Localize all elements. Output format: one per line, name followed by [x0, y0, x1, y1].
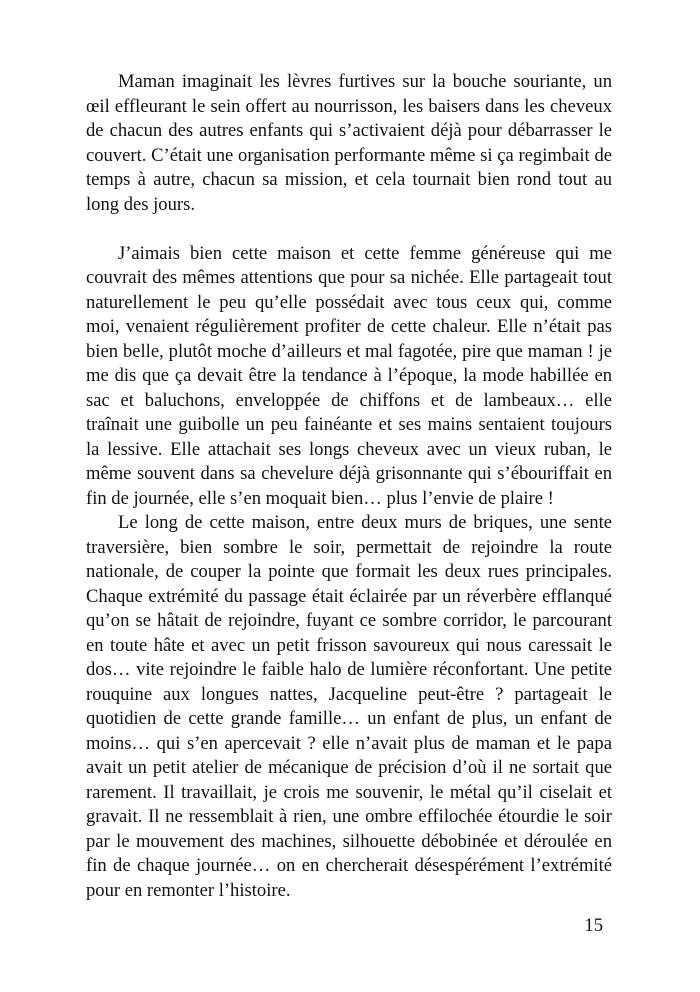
- paragraph-2: J’aimais bien cette maison et cette femme généreuse qui me couvrait des mêmes attentions que pour sa nichée. Elle partageait tout naturellement le peu qu’elle possédait avec tous ceux qui, comme moi, venaient régulièrement profiter de cette chaleur. Elle n’était pas bien belle, plutôt moche d’ailleurs et mal fagotée, pire que maman ! je me dis que ça devait être la tendance à l’époque, la mode habillée en sac et baluchons, enveloppée de chiffons et de lambeaux… elle traînait une guibolle un peu fainéante et ses mains sentaient toujours la lessive. Elle attachait ses longs cheveux avec un vieux ruban, le même souvent dans sa chevelure déjà grisonnante qui s’ébouriffait en fin de journée, elle s’en moquait bien… plus l’envie de plaire !: [86, 242, 612, 509]
- page-number: 15: [584, 915, 603, 936]
- paragraph-1: Maman imaginait les lèvres furtives sur la bouche souriante, un œil effleurant le sein offert au nourrisson, les baisers dans les cheveux de chacun des autres enfants qui s’activaient déjà pour débarrasser le couvert. C’était une organisation performante même si ça regimbait de temps à autre, chacun sa mission, et cela tournait bien rond tout au long des jours.: [86, 71, 612, 215]
- paragraph-3: Le long de cette maison, entre deux murs de briques, une sente traversière, bien sombre le soir, permettait de rejoindre la route nationale, de couper la pointe que formait les deux rues principales. Chaque extrémité du passage était éclairée par un réverbère efflanqué qu’on se hâtait de rejoindre, fuyant ce sombre corridor, le parcourant en toute hâte et avec un petit frisson savoureux qui nous caressait le dos… vite rejoindre le faible halo de lumière réconfortant. Une petite rouquine aux longues nattes, Jacqueline peut-être ? partageait le quotidien de cette grande famille… un enfant de plus, un enfant de moins… qui s’en apercevait ? elle n’avait plus de maman et le papa avait un petit atelier de mécanique de précision d’où il ne sortait que rarement. Il travaillait, je crois me souvenir, le métal qu’il ciselait et gravait. Il ne ressemblait à rien, une ombre effilochée étourdie le soir par le mouvement des machines, silhouette débobinée et déroulée en fin de chaque journée… on en chercherait désespérément l’extrémité pour en remonter l’histoire.: [86, 512, 612, 901]
- page-body: [86, 70, 612, 903]
- paragraph-spacer: [86, 217, 612, 242]
